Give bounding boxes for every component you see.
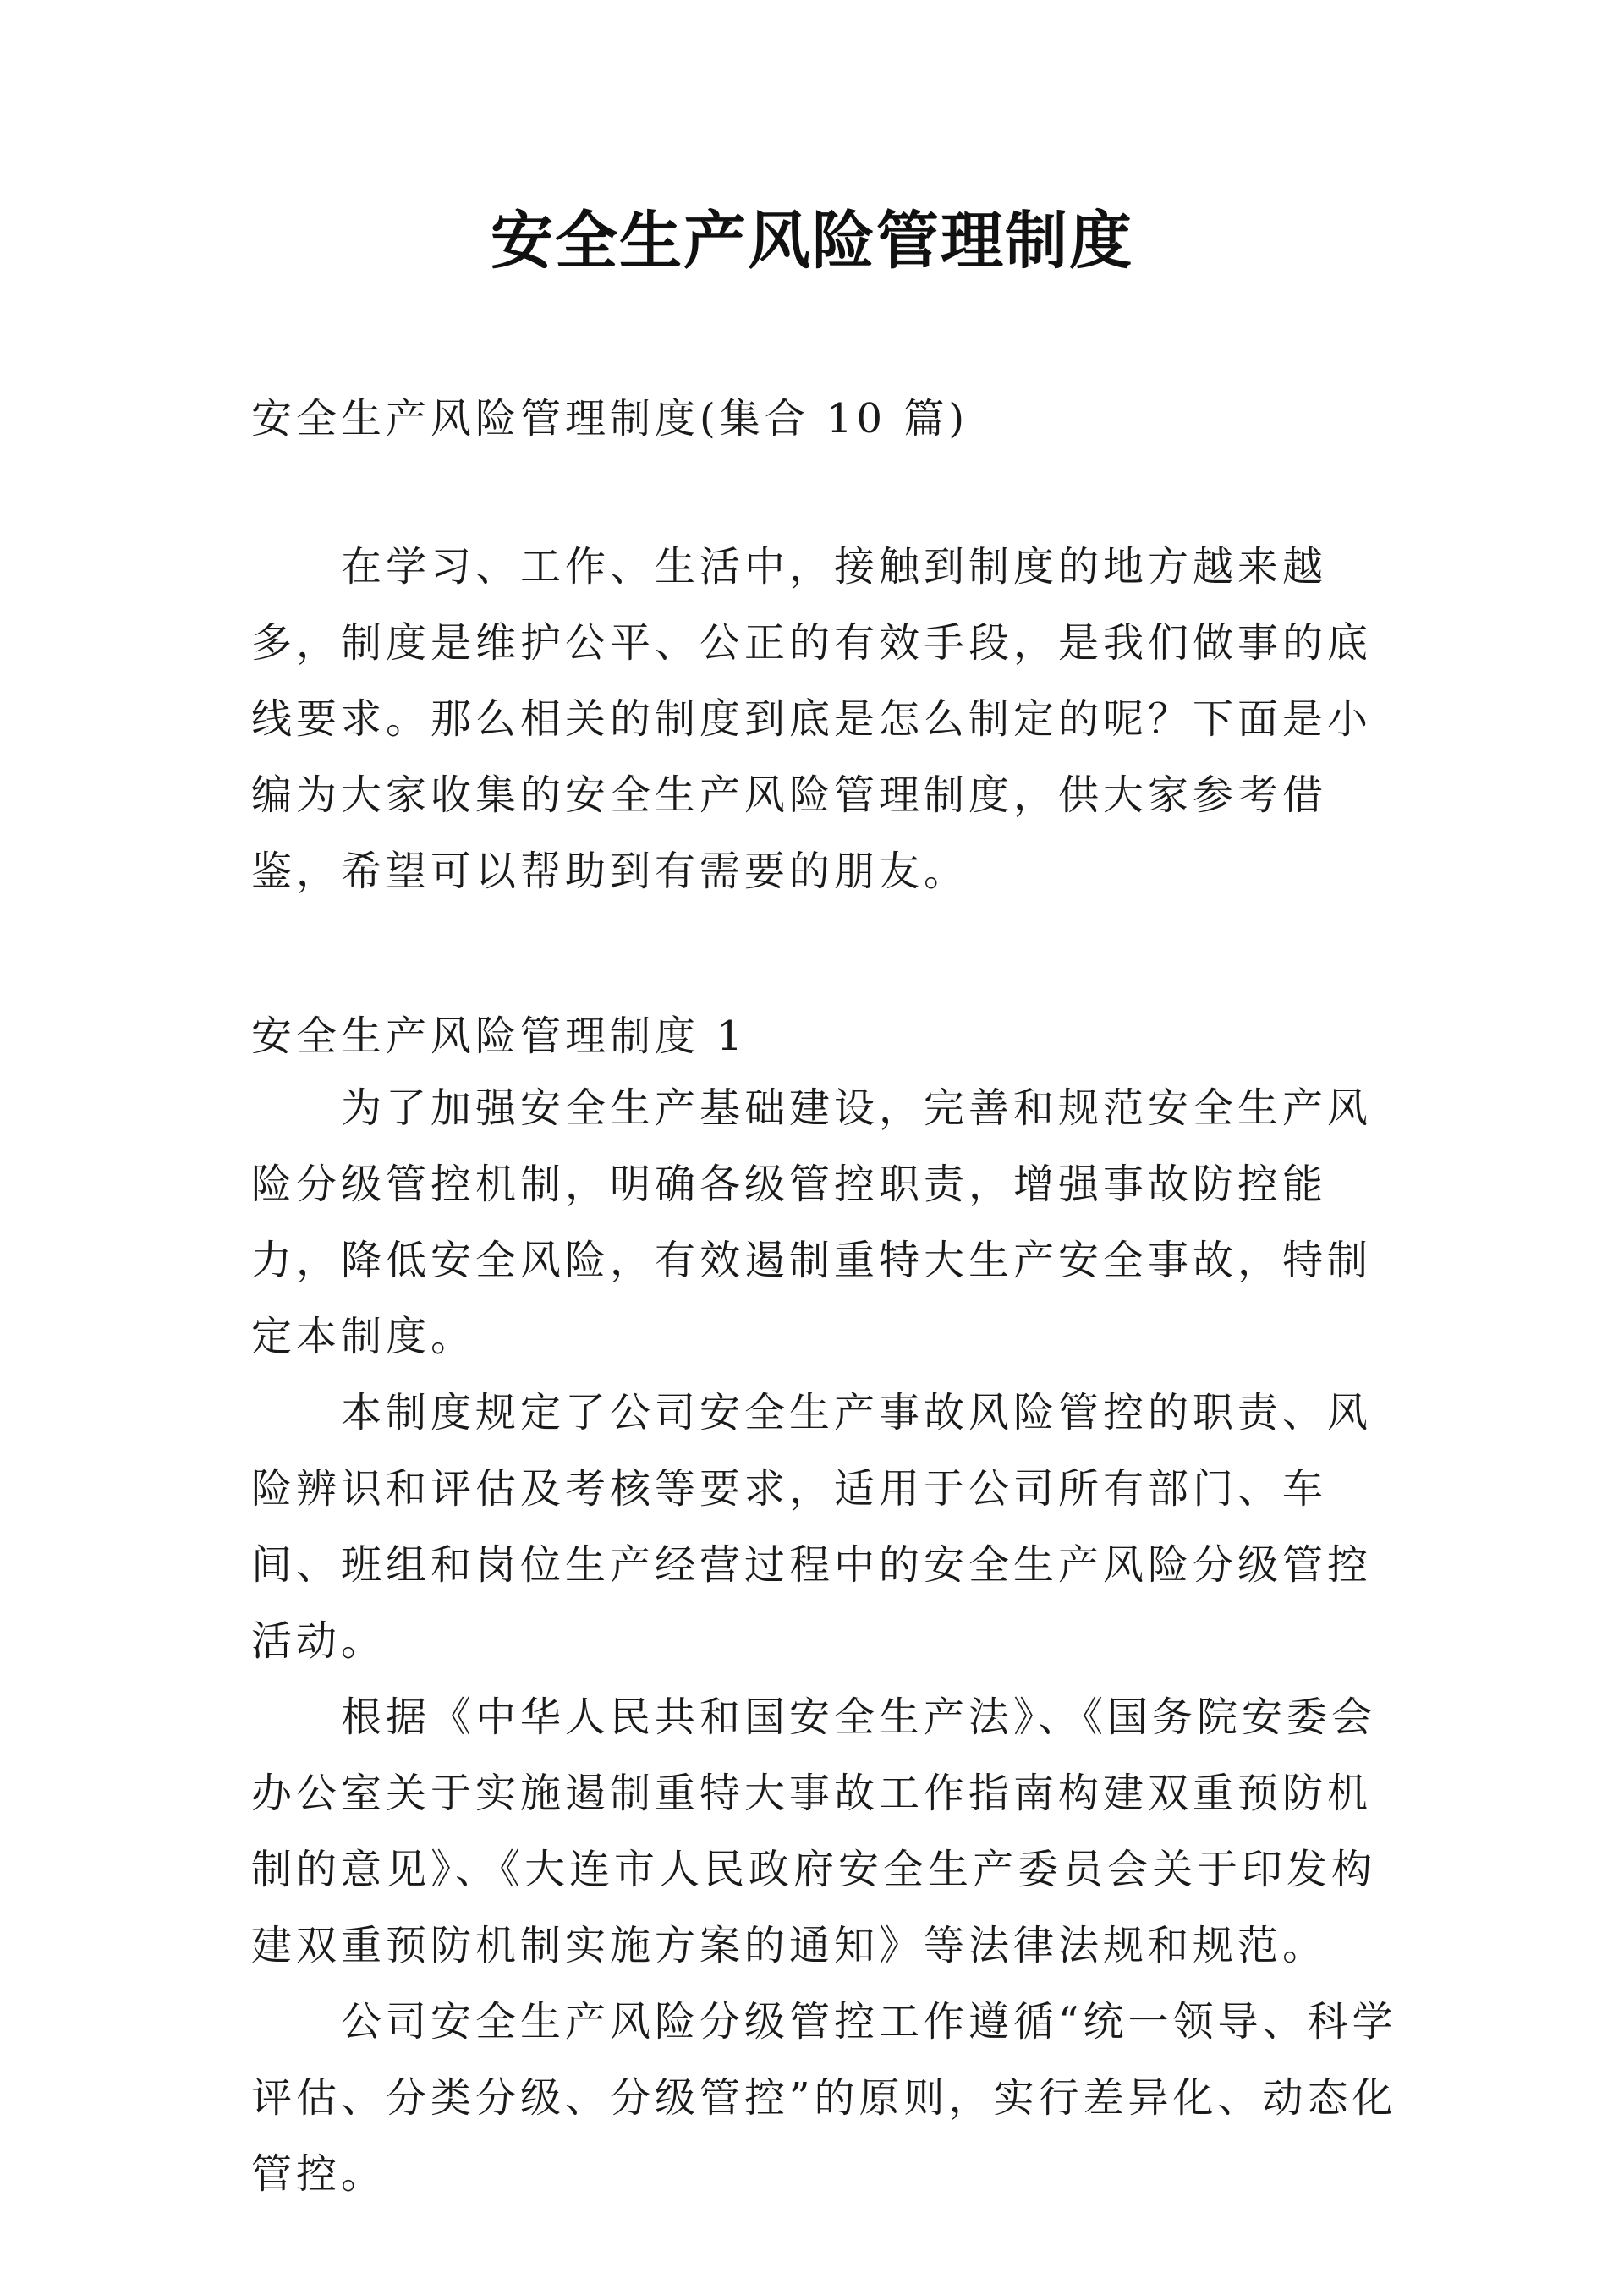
section-paragraph: 本制度规定了公司安全生产事故风险管控的职责、风险辨识和评估及考核等要求，适用于公司所有部门、车间、班组和岗位生产经营过程中的安全生产风险分级管控活动。 xyxy=(251,1389,1373,1665)
intro-paragraph: 在学习、工作、生活中，接触到制度的地方越来越多，制度是维护公平、公正的有效手段，是我们做事的底线要求。那么相关的制度到底是怎么制定的呢？下面是小编为大家收集的安全生产风险管理制度，供大家参考借鉴，希望可以帮助到有需要的朋友。 xyxy=(251,543,1373,895)
section-paragraph: 为了加强安全生产基础建设，完善和规范安全生产风险分级管控机制，明确各级管控职责，增强事故防控能力，降低安全风险，有效遏制重特大生产安全事故，特制定本制度。 xyxy=(251,1084,1373,1360)
collection-label: 安全生产风险管理制度(集合 10 篇) xyxy=(251,395,969,442)
document-title: 安全生产风险管理制度 xyxy=(491,205,1133,277)
section-paragraph: 根据《中华人民共和国安全生产法》、《国务院安委会办公室关于实施遏制重特大事故工作指南构建双重预防机制的意见》、《大连市人民政府安全生产委员会关于印发构建双重预防机制实施方案的通知》等法律法规和规范。 xyxy=(251,1694,1377,1969)
section-heading: 安全生产风险管理制度 1 xyxy=(251,1013,747,1060)
section-paragraph: 公司安全生产风险分级管控工作遵循“统一领导、科学评估、分类分级、分级管控”的原则，实行差异化、动态化管控。 xyxy=(251,1998,1397,2198)
section-1 xyxy=(251,1002,1402,2212)
